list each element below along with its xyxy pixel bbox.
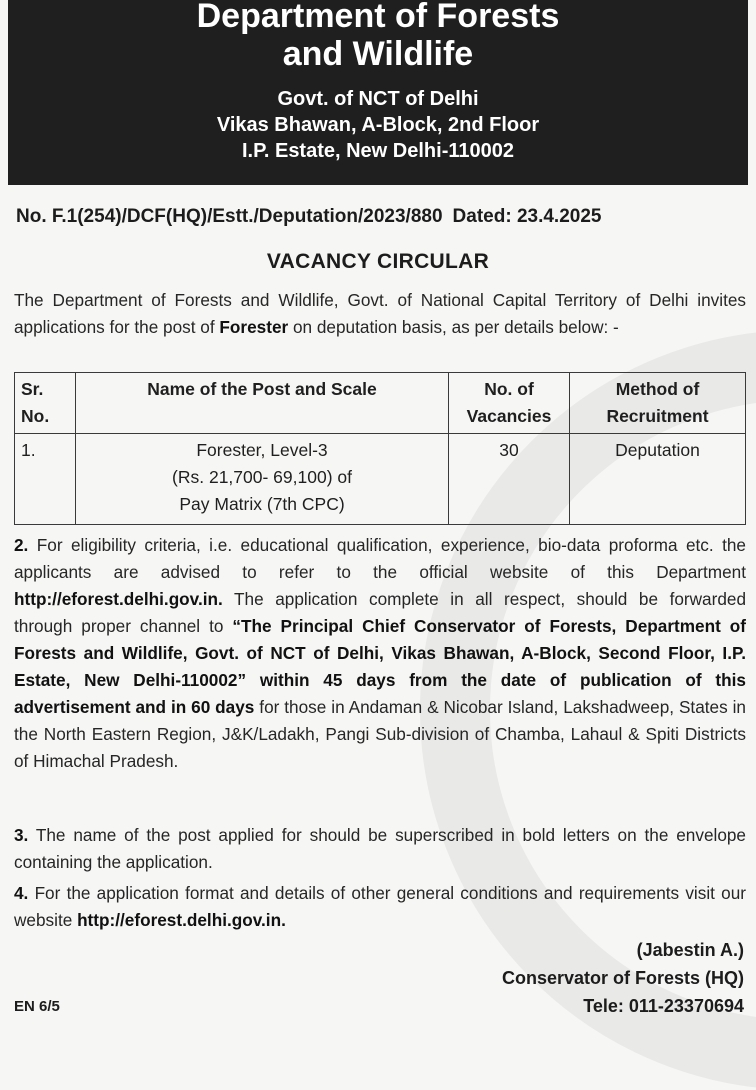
intro-post: Forester xyxy=(219,317,289,337)
post-name: Forester, Level-3 xyxy=(196,440,328,460)
intro-text-end: on deputation basis, as per details below: - xyxy=(288,317,619,337)
circular-title: VACANCY CIRCULAR xyxy=(266,250,490,273)
cell-sr: 1. xyxy=(15,434,76,525)
department-name-line2: and Wildlife xyxy=(282,35,474,73)
vacancy-table xyxy=(14,372,746,525)
intro-text: The Department of Forests and Wildlife, Govt. of National Capital Territory of Delhi invites applications for the post of xyxy=(14,290,746,337)
paragraph-2 xyxy=(14,532,746,775)
signatory-name: (Jabestin A.) xyxy=(636,940,744,960)
para3-number: 3. xyxy=(14,825,29,845)
reference-line xyxy=(16,206,746,228)
paragraph-4 xyxy=(14,880,746,934)
intro-paragraph xyxy=(14,287,746,341)
signatory-phone: Tele: 011-23370694 xyxy=(583,996,744,1016)
pay-range: (Rs. 21,700- 69,100) of xyxy=(172,467,352,487)
table-row xyxy=(15,434,746,525)
website-link-2[interactable]: http://eforest.delhi.gov.in. xyxy=(77,910,286,930)
pay-matrix: Pay Matrix (7th CPC) xyxy=(179,494,345,514)
govt-name: Govt. of NCT of Delhi xyxy=(277,88,479,110)
table-header-row xyxy=(15,373,746,434)
department-name-line1: Department of Forests xyxy=(196,0,560,35)
reference-number: No. F.1(254)/DCF(HQ)/Estt./Deputation/2023/880 xyxy=(16,206,443,227)
reference-date: Dated: 23.4.2025 xyxy=(452,206,602,227)
para2-text-3: for those in Andaman & Nicobar Island, Lakshadweep, States in the North Eastern Region, J&K/Ladakh, Pangi Sub-division of Chamba, Lahaul & Spiti Districts of Himachal Pradesh. xyxy=(14,697,746,771)
header-sr-no: Sr. No. xyxy=(15,373,76,434)
header-method: Method of Recruitment xyxy=(570,373,746,434)
para2-text: For eligibility criteria, i.e. educational qualification, experience, bio-data proforma etc. the applicants are advised to refer to the official website of this Department xyxy=(14,535,746,582)
cell-post xyxy=(76,434,449,525)
cell-vacancies: 30 xyxy=(449,434,570,525)
para2-number: 2. xyxy=(14,535,29,555)
cell-method: Deputation xyxy=(570,434,746,525)
address-line1: Vikas Bhawan, A-Block, 2nd Floor xyxy=(216,114,540,136)
para4-number: 4. xyxy=(14,883,29,903)
address-line2: I.P. Estate, New Delhi-110002 xyxy=(241,140,514,162)
para3-text: The name of the post applied for should be superscribed in bold letters on the envelope containing the application. xyxy=(14,825,746,872)
header-post-name: Name of the Post and Scale xyxy=(76,373,449,434)
signatory-designation: Conservator of Forests (HQ) xyxy=(501,968,744,988)
para4-text: For the application format and details of other general conditions and requirements visit our website xyxy=(14,883,746,930)
department-header xyxy=(8,0,748,185)
para2-text-2: The application complete in all respect, should be forwarded through proper channel to xyxy=(14,589,746,636)
header-vacancies: No. of Vacancies xyxy=(449,373,570,434)
para2-address: “The Principal Chief Conservator of Forests, Department of Forests and Wildlife, Govt. of NCT of Delhi, Vikas Bhawan, A-Block, Second Floor, I.P. Estate, New Delhi-110002” within 45 days from the date of publication of this advertisement and in 60 days xyxy=(14,616,746,717)
footer-code: EN 6/5 xyxy=(14,998,60,1015)
paragraph-3 xyxy=(14,822,746,876)
website-link[interactable]: http://eforest.delhi.gov.in. xyxy=(14,589,223,609)
